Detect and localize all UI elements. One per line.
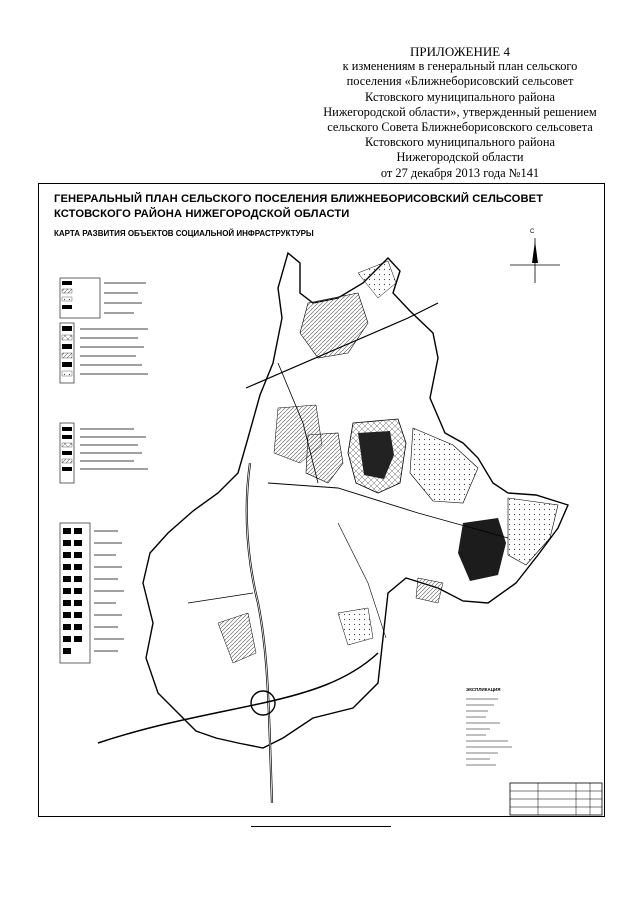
appendix-date-line: от 27 декабря 2013 года №141 — [380, 165, 540, 180]
road — [188, 593, 253, 603]
appendix-line: поселения «Ближнеборисовский сельсовет — [346, 74, 574, 89]
forest-area — [358, 261, 396, 298]
map-title-line2: КСТОВСКОГО РАЙОНА НИЖЕГОРОДСКОЙ ОБЛАСТИ — [54, 208, 350, 220]
title-block-stamp — [510, 783, 602, 815]
map-title — [54, 192, 543, 222]
settlement-block — [300, 293, 368, 358]
forest-area — [410, 428, 478, 503]
forest-area — [416, 578, 443, 603]
bottom-rule — [251, 826, 391, 827]
map-subtitle: КАРТА РАЗВИТИЯ ОБЪЕКТОВ СОЦИАЛЬНОЙ ИНФРАСТРУКТУРЫ — [54, 229, 314, 238]
north-arrow-icon — [510, 238, 560, 283]
appendix-line: к изменениям в генеральный план сельского — [342, 59, 578, 74]
map-drawing — [38, 183, 605, 817]
appendix-line: Нижегородской области», утвержденный решением — [323, 104, 597, 119]
compass-north-label: С — [530, 229, 535, 235]
forest-area — [508, 498, 558, 565]
explication-list — [466, 687, 512, 765]
road — [98, 653, 378, 743]
appendix-title: ПРИЛОЖЕНИЕ 4 — [410, 44, 510, 59]
appendix-line: Кстовского муниципального района — [364, 135, 555, 150]
appendix-line: Нижегородской области — [396, 150, 524, 165]
forest-area — [218, 613, 256, 663]
explication-title: ЭКСПЛИКАЦИЯ — [466, 687, 501, 692]
settlement-block — [458, 518, 506, 581]
map-title-line1: ГЕНЕРАЛЬНЫЙ ПЛАН СЕЛЬСКОГО ПОСЕЛЕНИЯ БЛИЖНЕБОРИСОВСКИЙ СЕЛЬСОВЕТ — [54, 193, 544, 205]
appendix-line: Кстовского муниципального района — [364, 89, 555, 104]
forest-area — [338, 608, 373, 645]
appendix-line: сельского Совета Ближнеборисовского сельсовета — [327, 120, 593, 135]
map-legend — [60, 278, 148, 663]
appendix-header — [290, 44, 630, 181]
